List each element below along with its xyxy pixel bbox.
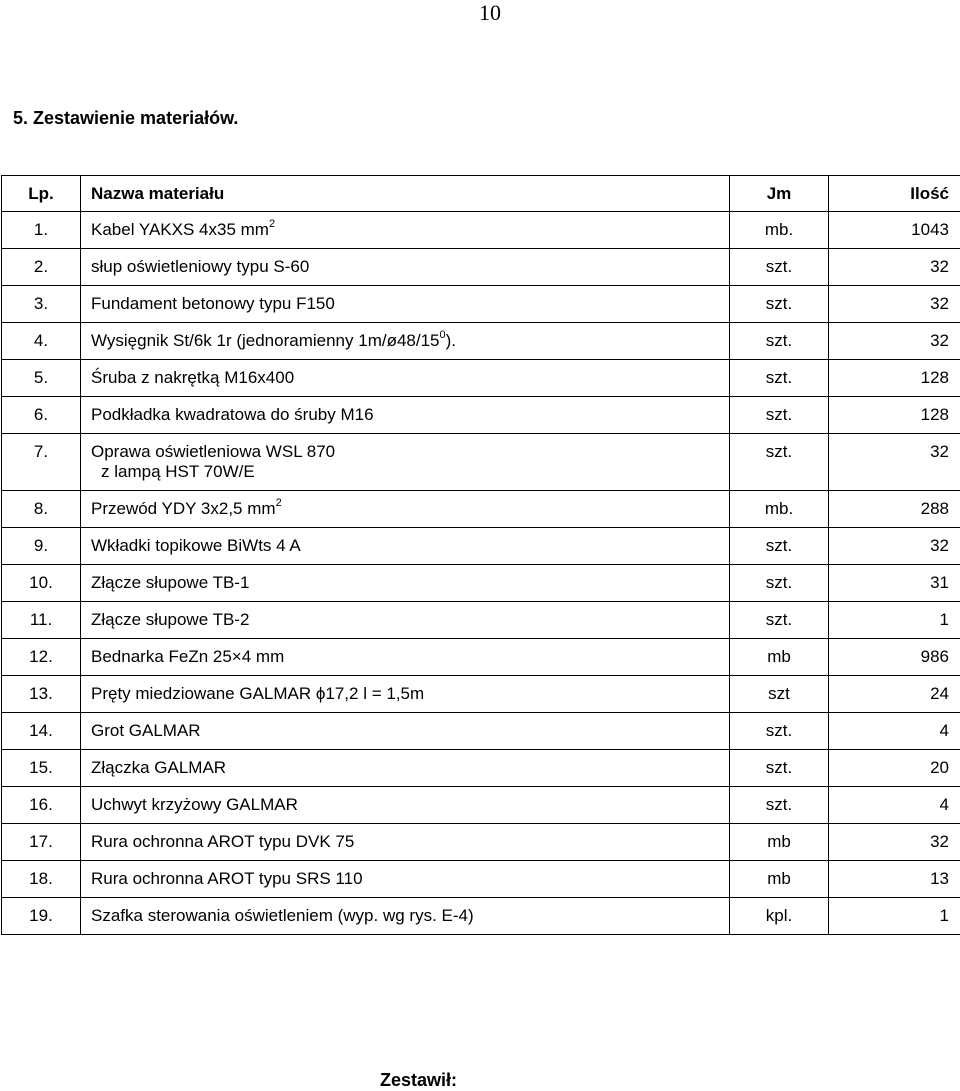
section-heading: 5. Zestawienie materiałów.	[13, 108, 239, 128]
table-row	[2, 676, 960, 713]
cell-name	[81, 360, 730, 397]
table-row	[2, 898, 960, 935]
cell-lp: 15.	[2, 750, 81, 787]
cell-qty: 31	[829, 565, 960, 602]
cell-qty: 32	[829, 824, 960, 861]
cell-lp: 4.	[2, 323, 81, 360]
material-name: Przewód YDY 3x2,5 mm	[91, 499, 276, 518]
header-lp: Lp.	[2, 176, 81, 212]
superscript: 2	[275, 497, 282, 509]
materials-table-body	[2, 212, 960, 935]
material-name: Fundament betonowy typu F150	[91, 294, 335, 313]
table-row	[2, 750, 960, 787]
cell-name	[81, 824, 730, 861]
cell-qty: 32	[829, 249, 960, 286]
superscript: 0	[439, 329, 446, 341]
superscript: 2	[268, 218, 276, 230]
cell-name	[81, 676, 730, 713]
cell-unit: mb	[730, 639, 829, 676]
cell-lp: 12.	[2, 639, 81, 676]
cell-lp: 6.	[2, 397, 81, 434]
material-name: Uchwyt krzyżowy GALMAR	[91, 795, 298, 814]
table-row	[2, 360, 960, 397]
material-name: słup oświetleniowy typu S-60	[91, 257, 310, 276]
signature-label: Zestawił:	[380, 1070, 458, 1090]
header-name: Nazwa materiału	[81, 176, 730, 212]
cell-lp: 7.	[2, 434, 81, 491]
cell-name	[81, 212, 730, 249]
cell-lp: 11.	[2, 602, 81, 639]
cell-qty: 1	[829, 898, 960, 935]
material-name: Podkładka kwadratowa do śruby M16	[91, 405, 374, 424]
cell-qty: 4	[829, 787, 960, 824]
cell-qty: 13	[829, 861, 960, 898]
cell-lp: 17.	[2, 824, 81, 861]
table-row	[2, 713, 960, 750]
cell-unit: szt.	[730, 528, 829, 565]
table-row	[2, 491, 960, 528]
page-number: 10	[479, 0, 501, 25]
cell-lp: 18.	[2, 861, 81, 898]
cell-lp: 2.	[2, 249, 81, 286]
cell-lp: 13.	[2, 676, 81, 713]
cell-unit: szt.	[730, 360, 829, 397]
cell-lp: 5.	[2, 360, 81, 397]
cell-qty: 20	[829, 750, 960, 787]
table-row	[2, 824, 960, 861]
material-name: Rura ochronna AROT typu SRS 110	[91, 869, 363, 888]
cell-unit: szt.	[730, 750, 829, 787]
material-name: Oprawa oświetleniowa WSL 870	[91, 442, 336, 461]
cell-lp: 9.	[2, 528, 81, 565]
table-row	[2, 397, 960, 434]
table-row	[2, 565, 960, 602]
cell-qty: 128	[829, 360, 960, 397]
cell-name	[81, 565, 730, 602]
cell-name	[81, 286, 730, 323]
cell-name	[81, 249, 730, 286]
cell-unit: szt.	[730, 713, 829, 750]
table-row	[2, 212, 960, 249]
cell-unit: kpl.	[730, 898, 829, 935]
cell-unit: szt.	[730, 434, 829, 491]
cell-name	[81, 787, 730, 824]
cell-qty: 32	[829, 323, 960, 360]
cell-lp: 8.	[2, 491, 81, 528]
material-name: Grot GALMAR	[91, 721, 201, 740]
cell-name	[81, 713, 730, 750]
header-qty: Ilość	[829, 176, 960, 212]
cell-name	[81, 898, 730, 935]
cell-unit: szt.	[730, 565, 829, 602]
cell-unit: szt.	[730, 787, 829, 824]
cell-name	[81, 491, 730, 528]
cell-lp: 3.	[2, 286, 81, 323]
table-row	[2, 602, 960, 639]
cell-qty: 1	[829, 602, 960, 639]
cell-lp: 1.	[2, 212, 81, 249]
cell-unit: mb	[730, 861, 829, 898]
cell-name	[81, 397, 730, 434]
cell-qty: 4	[829, 713, 960, 750]
cell-name	[81, 528, 730, 565]
cell-lp: 16.	[2, 787, 81, 824]
material-name-line2: z lampą HST 70W/E	[101, 462, 255, 481]
material-name: Kabel YAKXS 4x35 mm	[91, 220, 269, 239]
cell-qty: 32	[829, 286, 960, 323]
cell-lp: 14.	[2, 713, 81, 750]
cell-qty: 986	[829, 639, 960, 676]
cell-unit: szt.	[730, 286, 829, 323]
cell-unit: szt.	[730, 323, 829, 360]
cell-unit: szt.	[730, 249, 829, 286]
material-name: Pręty miedziowane GALMAR ϕ17,2 l = 1,5m	[91, 684, 425, 703]
cell-name	[81, 323, 730, 360]
material-name: Bednarka FeZn 25×4 mm	[91, 647, 285, 666]
material-name: Wysięgnik St/6k 1r (jednoramienny 1m/ø48/15	[91, 331, 440, 350]
material-name: Szafka sterowania oświetleniem (wyp. wg rys. E-4)	[91, 906, 474, 925]
cell-unit: mb.	[730, 491, 829, 528]
table-row	[2, 787, 960, 824]
cell-qty: 32	[829, 528, 960, 565]
table-row	[2, 528, 960, 565]
table-row	[2, 434, 960, 491]
material-name-suffix: ).	[445, 331, 457, 350]
material-name: Śruba z nakrętką M16x400	[91, 368, 295, 387]
material-name: Wkładki topikowe BiWts 4 A	[91, 536, 301, 555]
materials-table	[1, 175, 960, 935]
cell-lp: 19.	[2, 898, 81, 935]
cell-name	[81, 861, 730, 898]
table-row	[2, 639, 960, 676]
cell-unit: szt.	[730, 397, 829, 434]
table-header-row	[2, 176, 960, 212]
table-row	[2, 861, 960, 898]
cell-name	[81, 434, 730, 491]
material-name: Złączka GALMAR	[91, 758, 227, 777]
material-name: Złącze słupowe TB-2	[91, 610, 250, 629]
table-row	[2, 323, 960, 360]
cell-name	[81, 602, 730, 639]
cell-qty: 32	[829, 434, 960, 491]
cell-unit: mb.	[730, 212, 829, 249]
header-unit: Jm	[730, 176, 829, 212]
cell-qty: 128	[829, 397, 960, 434]
material-name: Rura ochronna AROT typu DVK 75	[91, 832, 355, 851]
cell-lp: 10.	[2, 565, 81, 602]
cell-qty: 288	[829, 491, 960, 528]
cell-unit: szt	[730, 676, 829, 713]
cell-unit: mb	[730, 824, 829, 861]
table-row	[2, 249, 960, 286]
cell-qty: 1043	[829, 212, 960, 249]
material-name: Złącze słupowe TB-1	[91, 573, 250, 592]
cell-name	[81, 750, 730, 787]
cell-unit: szt.	[730, 602, 829, 639]
table-row	[2, 286, 960, 323]
cell-name	[81, 639, 730, 676]
cell-qty: 24	[829, 676, 960, 713]
